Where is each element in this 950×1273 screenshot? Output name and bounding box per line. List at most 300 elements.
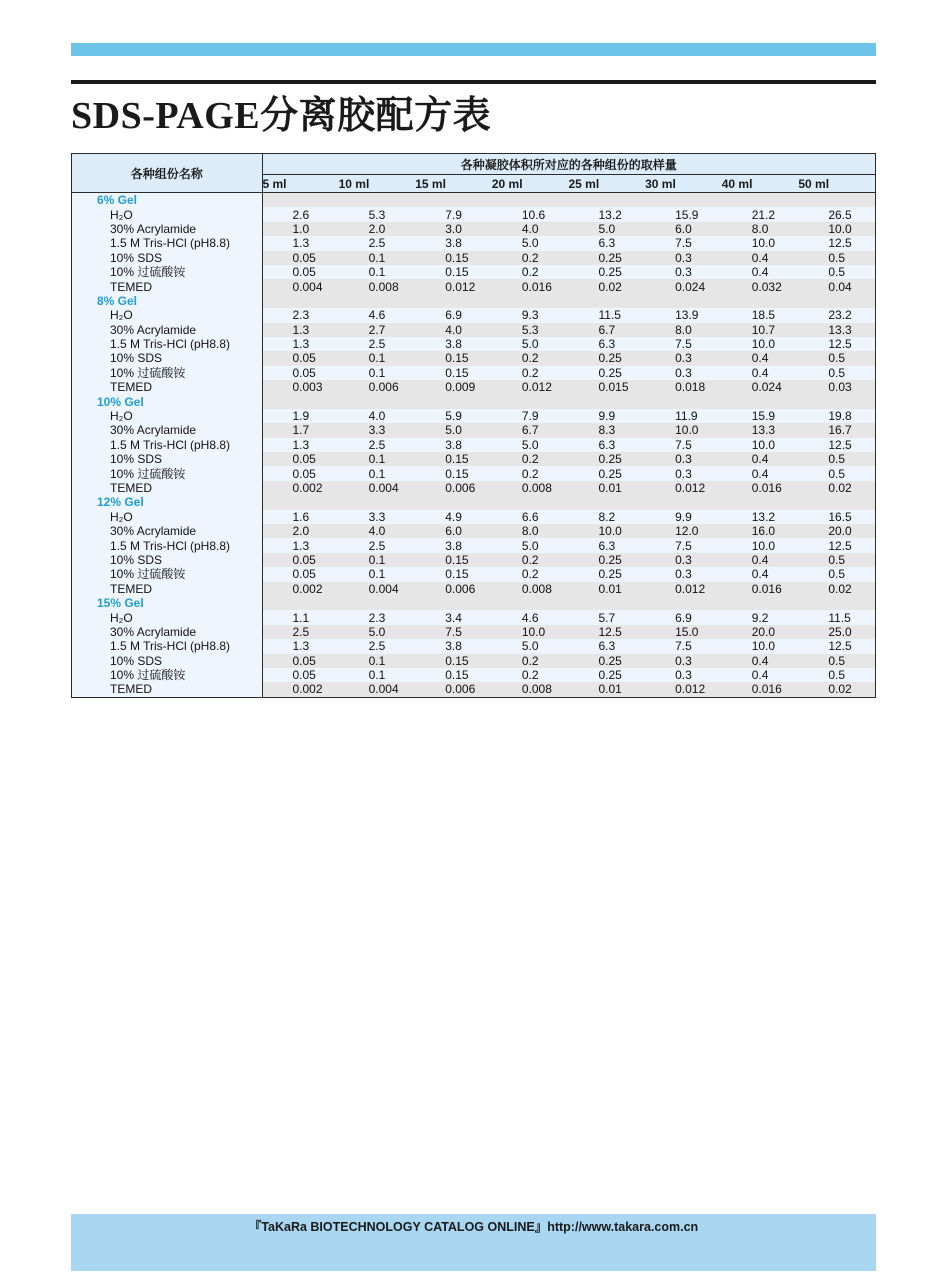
amount-cell: 4.0 bbox=[415, 323, 492, 337]
amount-cell: 12.5 bbox=[798, 438, 875, 452]
amount-cell: 0.3 bbox=[645, 452, 722, 466]
amount-cell: 0.05 bbox=[262, 654, 339, 668]
amount-cell: 2.0 bbox=[262, 524, 339, 538]
amount-cell: 5.7 bbox=[569, 610, 646, 624]
amount-cell: 6.3 bbox=[569, 236, 646, 250]
gel-header-filler bbox=[262, 495, 875, 509]
volume-column-header: 10 ml bbox=[339, 175, 416, 193]
amount-cell: 10.6 bbox=[492, 207, 569, 221]
component-name: H₂O bbox=[72, 409, 262, 423]
amount-cell: 1.3 bbox=[262, 323, 339, 337]
amount-cell: 0.1 bbox=[339, 654, 416, 668]
amount-cell: 2.3 bbox=[339, 610, 416, 624]
amount-cell: 0.25 bbox=[569, 553, 646, 567]
amount-cell: 0.4 bbox=[722, 553, 799, 567]
amount-cell: 0.25 bbox=[569, 466, 646, 480]
table-row bbox=[72, 567, 875, 581]
amount-cell: 13.3 bbox=[722, 423, 799, 437]
amount-cell: 0.2 bbox=[492, 366, 569, 380]
top-color-bar bbox=[71, 43, 876, 56]
table-row bbox=[72, 639, 875, 653]
component-name: 30% Acrylamide bbox=[72, 222, 262, 236]
amount-cell: 0.002 bbox=[262, 682, 339, 696]
component-name: H₂O bbox=[72, 610, 262, 624]
table-row bbox=[72, 553, 875, 567]
table-row bbox=[72, 625, 875, 639]
amount-cell: 0.05 bbox=[262, 251, 339, 265]
volume-column-header: 15 ml bbox=[415, 175, 492, 193]
component-name: 10% 过硫酸铵 bbox=[72, 668, 262, 682]
component-name: TEMED bbox=[72, 481, 262, 495]
amount-cell: 0.4 bbox=[722, 251, 799, 265]
amount-cell: 0.016 bbox=[492, 279, 569, 293]
table-row bbox=[72, 582, 875, 596]
amount-cell: 16.0 bbox=[722, 524, 799, 538]
amount-cell: 0.024 bbox=[722, 380, 799, 394]
amount-cell: 7.5 bbox=[645, 639, 722, 653]
amount-cell: 0.4 bbox=[722, 366, 799, 380]
amount-cell: 0.004 bbox=[339, 582, 416, 596]
table-row bbox=[72, 510, 875, 524]
amount-cell: 12.5 bbox=[798, 236, 875, 250]
gel-concentration-label: 10% Gel bbox=[72, 394, 262, 408]
component-name: TEMED bbox=[72, 682, 262, 696]
amount-cell: 10.0 bbox=[722, 639, 799, 653]
amount-cell: 4.6 bbox=[492, 610, 569, 624]
amount-cell: 0.002 bbox=[262, 582, 339, 596]
amount-cell: 0.4 bbox=[722, 654, 799, 668]
amount-cell: 0.25 bbox=[569, 351, 646, 365]
amount-cell: 0.004 bbox=[262, 279, 339, 293]
amount-cell: 7.5 bbox=[415, 625, 492, 639]
amount-cell: 5.0 bbox=[339, 625, 416, 639]
amount-cell: 1.9 bbox=[262, 409, 339, 423]
amount-cell: 3.0 bbox=[415, 222, 492, 236]
amount-cell: 2.5 bbox=[339, 438, 416, 452]
table-row bbox=[72, 380, 875, 394]
amount-cell: 6.3 bbox=[569, 438, 646, 452]
amount-cell: 0.4 bbox=[722, 466, 799, 480]
amount-cell: 0.25 bbox=[569, 654, 646, 668]
amount-cell: 0.4 bbox=[722, 668, 799, 682]
amount-cell: 12.5 bbox=[798, 639, 875, 653]
amount-cell: 0.3 bbox=[645, 466, 722, 480]
amount-cell: 7.5 bbox=[645, 538, 722, 552]
amount-cell: 0.02 bbox=[798, 582, 875, 596]
amount-cell: 13.2 bbox=[722, 510, 799, 524]
page-title: SDS-PAGE分离胶配方表 bbox=[71, 95, 492, 137]
amount-cell: 0.1 bbox=[339, 452, 416, 466]
component-name: 1.5 M Tris-HCl (pH8.8) bbox=[72, 438, 262, 452]
amount-cell: 10.0 bbox=[722, 337, 799, 351]
component-name: 10% 过硫酸铵 bbox=[72, 466, 262, 480]
amount-cell: 12.5 bbox=[798, 538, 875, 552]
amount-cell: 2.5 bbox=[339, 639, 416, 653]
table-row bbox=[72, 251, 875, 265]
amount-cell: 3.8 bbox=[415, 337, 492, 351]
amount-cell: 0.2 bbox=[492, 553, 569, 567]
amount-cell: 11.5 bbox=[798, 610, 875, 624]
component-name: H₂O bbox=[72, 308, 262, 322]
amount-cell: 5.0 bbox=[569, 222, 646, 236]
amount-cell: 0.25 bbox=[569, 452, 646, 466]
amount-cell: 6.3 bbox=[569, 337, 646, 351]
amount-cell: 0.25 bbox=[569, 265, 646, 279]
table-row bbox=[72, 610, 875, 624]
amount-cell: 8.2 bbox=[569, 510, 646, 524]
component-name: 10% 过硫酸铵 bbox=[72, 366, 262, 380]
amount-cell: 0.3 bbox=[645, 351, 722, 365]
amount-cell: 6.0 bbox=[415, 524, 492, 538]
amount-cell: 0.5 bbox=[798, 553, 875, 567]
table-row bbox=[72, 323, 875, 337]
volume-group-header: 各种凝胶体积所对应的各种组份的取样量 bbox=[262, 154, 875, 175]
amount-cell: 0.2 bbox=[492, 251, 569, 265]
table-row bbox=[72, 423, 875, 437]
amount-cell: 16.5 bbox=[798, 510, 875, 524]
amount-cell: 0.2 bbox=[492, 567, 569, 581]
amount-cell: 7.9 bbox=[415, 207, 492, 221]
table-row bbox=[72, 481, 875, 495]
component-name: 30% Acrylamide bbox=[72, 524, 262, 538]
amount-cell: 0.5 bbox=[798, 654, 875, 668]
amount-cell: 0.3 bbox=[645, 668, 722, 682]
table-row bbox=[72, 668, 875, 682]
table-row bbox=[72, 438, 875, 452]
table-row bbox=[72, 265, 875, 279]
table-row bbox=[72, 366, 875, 380]
amount-cell: 0.012 bbox=[645, 682, 722, 696]
amount-cell: 0.05 bbox=[262, 553, 339, 567]
amount-cell: 0.008 bbox=[492, 481, 569, 495]
amount-cell: 15.0 bbox=[645, 625, 722, 639]
amount-cell: 1.6 bbox=[262, 510, 339, 524]
volume-column-header: 20 ml bbox=[492, 175, 569, 193]
amount-cell: 0.05 bbox=[262, 265, 339, 279]
table-row bbox=[72, 538, 875, 552]
amount-cell: 0.016 bbox=[722, 481, 799, 495]
amount-cell: 2.3 bbox=[262, 308, 339, 322]
table-row bbox=[72, 279, 875, 293]
amount-cell: 2.5 bbox=[262, 625, 339, 639]
amount-cell: 20.0 bbox=[798, 524, 875, 538]
amount-cell: 1.3 bbox=[262, 236, 339, 250]
amount-cell: 0.1 bbox=[339, 265, 416, 279]
amount-cell: 6.9 bbox=[645, 610, 722, 624]
amount-cell: 2.5 bbox=[339, 538, 416, 552]
amount-cell: 4.0 bbox=[339, 409, 416, 423]
component-name: TEMED bbox=[72, 279, 262, 293]
amount-cell: 7.9 bbox=[492, 409, 569, 423]
amount-cell: 5.0 bbox=[492, 236, 569, 250]
component-name: 1.5 M Tris-HCl (pH8.8) bbox=[72, 639, 262, 653]
amount-cell: 0.024 bbox=[645, 279, 722, 293]
component-name: 30% Acrylamide bbox=[72, 423, 262, 437]
amount-cell: 3.8 bbox=[415, 236, 492, 250]
amount-cell: 13.3 bbox=[798, 323, 875, 337]
table-row bbox=[72, 409, 875, 423]
amount-cell: 9.2 bbox=[722, 610, 799, 624]
amount-cell: 15.9 bbox=[645, 207, 722, 221]
amount-cell: 1.7 bbox=[262, 423, 339, 437]
component-name: TEMED bbox=[72, 582, 262, 596]
amount-cell: 0.5 bbox=[798, 567, 875, 581]
table-row bbox=[72, 466, 875, 480]
table-body bbox=[72, 193, 875, 697]
amount-cell: 8.0 bbox=[492, 524, 569, 538]
component-name: 10% 过硫酸铵 bbox=[72, 265, 262, 279]
amount-cell: 0.1 bbox=[339, 466, 416, 480]
amount-cell: 3.8 bbox=[415, 639, 492, 653]
amount-cell: 0.009 bbox=[415, 380, 492, 394]
amount-cell: 0.006 bbox=[339, 380, 416, 394]
amount-cell: 0.006 bbox=[415, 582, 492, 596]
amount-cell: 6.0 bbox=[645, 222, 722, 236]
amount-cell: 1.0 bbox=[262, 222, 339, 236]
amount-cell: 10.7 bbox=[722, 323, 799, 337]
amount-cell: 0.012 bbox=[492, 380, 569, 394]
table-row bbox=[72, 351, 875, 365]
amount-cell: 0.5 bbox=[798, 265, 875, 279]
amount-cell: 4.0 bbox=[339, 524, 416, 538]
amount-cell: 0.05 bbox=[262, 366, 339, 380]
amount-cell: 4.0 bbox=[492, 222, 569, 236]
amount-cell: 0.008 bbox=[492, 582, 569, 596]
amount-cell: 0.04 bbox=[798, 279, 875, 293]
amount-cell: 8.0 bbox=[645, 323, 722, 337]
volume-column-header: 5 ml bbox=[262, 175, 339, 193]
top-divider-rule bbox=[71, 80, 876, 84]
amount-cell: 2.0 bbox=[339, 222, 416, 236]
component-name: 10% SDS bbox=[72, 452, 262, 466]
amount-cell: 0.03 bbox=[798, 380, 875, 394]
amount-cell: 1.3 bbox=[262, 337, 339, 351]
amount-cell: 0.2 bbox=[492, 351, 569, 365]
amount-cell: 11.5 bbox=[569, 308, 646, 322]
amount-cell: 0.5 bbox=[798, 366, 875, 380]
amount-cell: 6.3 bbox=[569, 538, 646, 552]
component-name: 10% SDS bbox=[72, 351, 262, 365]
gel-recipe-table bbox=[72, 154, 875, 697]
amount-cell: 0.15 bbox=[415, 567, 492, 581]
amount-cell: 0.15 bbox=[415, 553, 492, 567]
amount-cell: 10.0 bbox=[492, 625, 569, 639]
volume-column-header: 30 ml bbox=[645, 175, 722, 193]
component-name: 10% SDS bbox=[72, 553, 262, 567]
amount-cell: 12.5 bbox=[569, 625, 646, 639]
amount-cell: 0.2 bbox=[492, 452, 569, 466]
amount-cell: 0.018 bbox=[645, 380, 722, 394]
amount-cell: 5.3 bbox=[492, 323, 569, 337]
amount-cell: 25.0 bbox=[798, 625, 875, 639]
amount-cell: 0.006 bbox=[415, 682, 492, 696]
amount-cell: 0.25 bbox=[569, 251, 646, 265]
amount-cell: 2.6 bbox=[262, 207, 339, 221]
volume-column-header: 50 ml bbox=[798, 175, 875, 193]
amount-cell: 6.7 bbox=[569, 323, 646, 337]
amount-cell: 0.15 bbox=[415, 668, 492, 682]
amount-cell: 9.9 bbox=[569, 409, 646, 423]
amount-cell: 1.3 bbox=[262, 639, 339, 653]
component-name: 1.5 M Tris-HCl (pH8.8) bbox=[72, 236, 262, 250]
amount-cell: 16.7 bbox=[798, 423, 875, 437]
amount-cell: 0.15 bbox=[415, 654, 492, 668]
amount-cell: 0.008 bbox=[492, 682, 569, 696]
amount-cell: 0.3 bbox=[645, 553, 722, 567]
table-row bbox=[72, 337, 875, 351]
component-name: 30% Acrylamide bbox=[72, 323, 262, 337]
amount-cell: 0.2 bbox=[492, 668, 569, 682]
gel-concentration-label: 15% Gel bbox=[72, 596, 262, 610]
gel-section-header bbox=[72, 193, 875, 208]
component-name: 10% SDS bbox=[72, 251, 262, 265]
table-row bbox=[72, 308, 875, 322]
amount-cell: 15.9 bbox=[722, 409, 799, 423]
table-row bbox=[72, 222, 875, 236]
amount-cell: 12.0 bbox=[645, 524, 722, 538]
volume-column-header: 25 ml bbox=[569, 175, 646, 193]
amount-cell: 2.5 bbox=[339, 236, 416, 250]
amount-cell: 0.1 bbox=[339, 567, 416, 581]
amount-cell: 0.4 bbox=[722, 351, 799, 365]
amount-cell: 2.7 bbox=[339, 323, 416, 337]
gel-concentration-label: 6% Gel bbox=[72, 193, 262, 208]
component-name: 30% Acrylamide bbox=[72, 625, 262, 639]
amount-cell: 0.15 bbox=[415, 351, 492, 365]
component-name: TEMED bbox=[72, 380, 262, 394]
table-row bbox=[72, 654, 875, 668]
amount-cell: 0.4 bbox=[722, 452, 799, 466]
gel-header-filler bbox=[262, 294, 875, 308]
amount-cell: 0.006 bbox=[415, 481, 492, 495]
amount-cell: 5.0 bbox=[492, 438, 569, 452]
amount-cell: 0.032 bbox=[722, 279, 799, 293]
amount-cell: 0.3 bbox=[645, 251, 722, 265]
amount-cell: 1.3 bbox=[262, 438, 339, 452]
amount-cell: 0.1 bbox=[339, 251, 416, 265]
amount-cell: 10.0 bbox=[722, 236, 799, 250]
footer-text: 『TaKaRa BIOTECHNOLOGY CATALOG ONLINE』http://www.takara.com.cn bbox=[248, 1220, 699, 1234]
amount-cell: 0.2 bbox=[492, 265, 569, 279]
amount-cell: 0.012 bbox=[645, 582, 722, 596]
amount-cell: 0.25 bbox=[569, 668, 646, 682]
amount-cell: 12.5 bbox=[798, 337, 875, 351]
amount-cell: 0.05 bbox=[262, 567, 339, 581]
amount-cell: 0.5 bbox=[798, 668, 875, 682]
amount-cell: 10.0 bbox=[645, 423, 722, 437]
amount-cell: 0.016 bbox=[722, 582, 799, 596]
amount-cell: 0.008 bbox=[339, 279, 416, 293]
amount-cell: 0.012 bbox=[645, 481, 722, 495]
amount-cell: 0.3 bbox=[645, 265, 722, 279]
volume-column-header: 40 ml bbox=[722, 175, 799, 193]
amount-cell: 1.1 bbox=[262, 610, 339, 624]
component-name: H₂O bbox=[72, 510, 262, 524]
amount-cell: 0.15 bbox=[415, 452, 492, 466]
amount-cell: 0.15 bbox=[415, 466, 492, 480]
amount-cell: 26.5 bbox=[798, 207, 875, 221]
amount-cell: 0.004 bbox=[339, 481, 416, 495]
amount-cell: 10.0 bbox=[798, 222, 875, 236]
amount-cell: 7.5 bbox=[645, 438, 722, 452]
amount-cell: 18.5 bbox=[722, 308, 799, 322]
amount-cell: 23.2 bbox=[798, 308, 875, 322]
amount-cell: 0.1 bbox=[339, 366, 416, 380]
amount-cell: 0.012 bbox=[415, 279, 492, 293]
amount-cell: 2.5 bbox=[339, 337, 416, 351]
amount-cell: 0.5 bbox=[798, 466, 875, 480]
amount-cell: 10.0 bbox=[722, 438, 799, 452]
amount-cell: 0.02 bbox=[798, 682, 875, 696]
amount-cell: 3.3 bbox=[339, 423, 416, 437]
gel-concentration-label: 12% Gel bbox=[72, 495, 262, 509]
amount-cell: 0.2 bbox=[492, 466, 569, 480]
component-name: 10% 过硫酸铵 bbox=[72, 567, 262, 581]
component-column-header: 各种组份名称 bbox=[72, 154, 262, 193]
amount-cell: 4.9 bbox=[415, 510, 492, 524]
amount-cell: 0.01 bbox=[569, 481, 646, 495]
amount-cell: 7.5 bbox=[645, 236, 722, 250]
amount-cell: 0.1 bbox=[339, 351, 416, 365]
amount-cell: 0.05 bbox=[262, 466, 339, 480]
amount-cell: 0.5 bbox=[798, 251, 875, 265]
amount-cell: 6.7 bbox=[492, 423, 569, 437]
amount-cell: 20.0 bbox=[722, 625, 799, 639]
amount-cell: 0.01 bbox=[569, 682, 646, 696]
gel-header-filler bbox=[262, 193, 875, 208]
table-row bbox=[72, 207, 875, 221]
amount-cell: 6.6 bbox=[492, 510, 569, 524]
amount-cell: 0.5 bbox=[798, 452, 875, 466]
amount-cell: 0.5 bbox=[798, 351, 875, 365]
table-row bbox=[72, 524, 875, 538]
amount-cell: 0.015 bbox=[569, 380, 646, 394]
amount-cell: 0.05 bbox=[262, 668, 339, 682]
table-row bbox=[72, 236, 875, 250]
amount-cell: 0.4 bbox=[722, 567, 799, 581]
amount-cell: 5.3 bbox=[339, 207, 416, 221]
amount-cell: 0.15 bbox=[415, 366, 492, 380]
component-name: 10% SDS bbox=[72, 654, 262, 668]
amount-cell: 6.3 bbox=[569, 639, 646, 653]
table-row bbox=[72, 452, 875, 466]
amount-cell: 3.3 bbox=[339, 510, 416, 524]
amount-cell: 3.8 bbox=[415, 538, 492, 552]
amount-cell: 4.6 bbox=[339, 308, 416, 322]
amount-cell: 10.0 bbox=[722, 538, 799, 552]
amount-cell: 0.25 bbox=[569, 567, 646, 581]
footer-band bbox=[71, 1214, 876, 1271]
amount-cell: 13.9 bbox=[645, 308, 722, 322]
amount-cell: 21.2 bbox=[722, 207, 799, 221]
amount-cell: 0.004 bbox=[339, 682, 416, 696]
amount-cell: 0.1 bbox=[339, 668, 416, 682]
gel-section-header bbox=[72, 495, 875, 509]
amount-cell: 0.3 bbox=[645, 567, 722, 581]
amount-cell: 0.016 bbox=[722, 682, 799, 696]
amount-cell: 0.02 bbox=[798, 481, 875, 495]
amount-cell: 0.002 bbox=[262, 481, 339, 495]
component-name: 1.5 M Tris-HCl (pH8.8) bbox=[72, 538, 262, 552]
amount-cell: 5.0 bbox=[492, 337, 569, 351]
table-row bbox=[72, 682, 875, 696]
gel-concentration-label: 8% Gel bbox=[72, 294, 262, 308]
amount-cell: 0.4 bbox=[722, 265, 799, 279]
amount-cell: 9.3 bbox=[492, 308, 569, 322]
amount-cell: 0.15 bbox=[415, 251, 492, 265]
amount-cell: 0.003 bbox=[262, 380, 339, 394]
gel-section-header bbox=[72, 294, 875, 308]
